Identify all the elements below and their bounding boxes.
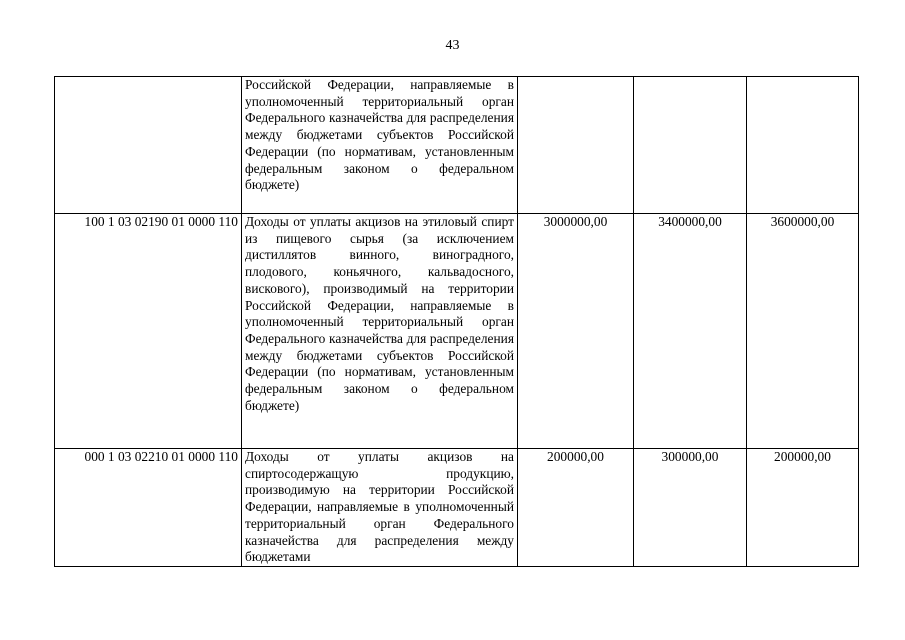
amount-year2-cell: 300000,00: [634, 449, 747, 567]
revenue-table: [54, 76, 859, 567]
description-text: Российской Федерации, направляемые в уполномоченный территориальный орган Федерального казначейства для распределения между бюджетами субъектов Российской Федерации (по нормативам, установленным федеральным законом о федеральном: [245, 77, 514, 176]
amount-year3-cell: 3600000,00: [747, 214, 859, 449]
page-number: 43: [445, 38, 460, 53]
table-row: [55, 449, 859, 567]
description-cell: [242, 214, 518, 449]
budget-code-cell: [55, 77, 242, 214]
budget-code-cell: 100 1 03 02190 01 0000 110: [55, 214, 242, 449]
amount-year3-cell: [747, 77, 859, 214]
amount-year1-cell: 3000000,00: [518, 214, 634, 449]
table-row: [55, 214, 859, 449]
amount-year2-cell: 3400000,00: [634, 214, 747, 449]
description-text: Доходы от уплаты акцизов на спиртосодержащую продукцию, производимую на территории Российской Федерации, направляемые в уполномоченный территориальный орган Федерального казначейства для распределения между бюджетами: [245, 449, 514, 565]
description-cell: [242, 77, 518, 214]
budget-code-cell: 000 1 03 02210 01 0000 110: [55, 449, 242, 567]
table-row: [55, 77, 859, 214]
amount-year1-cell: 200000,00: [518, 449, 634, 567]
amount-year2-cell: [634, 77, 747, 214]
description-last-line: бюджете): [245, 397, 300, 413]
description-text: Доходы от уплаты акцизов на этиловый спирт из пищевого сырья (за исключением дистиллятов винного, виноградного, плодового, коньячного, кальвадосного, вискового), производимый на территории Российской Федерации, направляемые в уполномоченный территориальный орган Федерального казначейства для распределения между бюджетами субъектов Российской Федерации (по нормативам, установленным федеральным законом о федеральном: [245, 214, 514, 397]
description-cell: [242, 449, 518, 567]
amount-year1-cell: [518, 77, 634, 214]
description-last-line: бюджете): [245, 177, 300, 193]
amount-year3-cell: 200000,00: [747, 449, 859, 567]
